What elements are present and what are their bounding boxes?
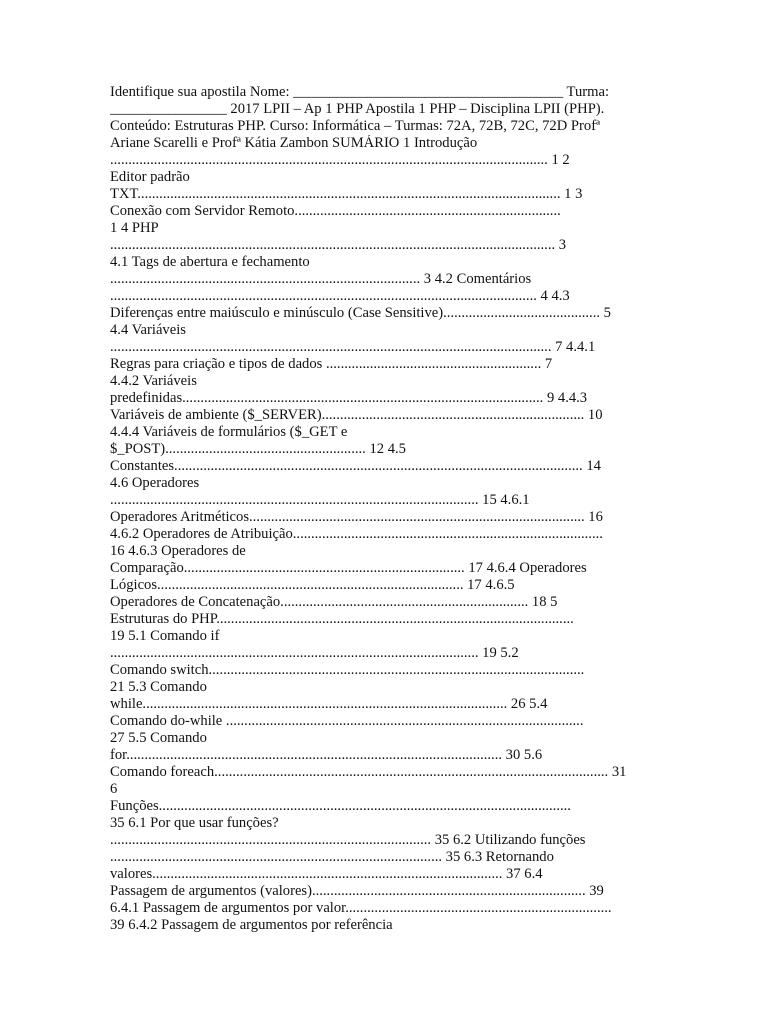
text-line: for....................................................................................................... 30 5.6 [110,747,543,763]
text-line: ........................................................................................... 35 6.3 Retornando [110,849,554,865]
text-line: 4.4 Variáveis [110,322,186,338]
text-line: Operadores Aritméticos............................................................................................ 16 [110,509,603,525]
text-line: Comando foreach............................................................................................................ 31 [110,764,627,780]
text-line: while.................................................................................................... 26 5.4 [110,696,548,712]
text-line: Regras para criação e tipos de dados ........................................................... 7 [110,356,553,372]
text-line: ......................................................................................................................... 7 4.4.1 [110,339,596,355]
text-line: $_POST)....................................................... 12 4.5 [110,441,406,457]
text-line: Estruturas do PHP.................................................................................................. [110,611,574,627]
text-line: predefinidas................................................................................................... 9 4.4.3 [110,390,588,406]
table-of-contents-text [110,84,670,934]
text-line: Comparação............................................................................. 17 4.6.4 Operadores [110,560,587,576]
text-line: 4.1 Tags de abertura e fechamento [110,254,310,270]
text-line: 6.4.1 Passagem de argumentos por valor......................................................................... [110,900,612,916]
text-line: Diferenças entre maiúsculo e minúsculo (Case Sensitive)........................................... 5 [110,305,611,321]
text-line: Constantes................................................................................................................ 14 [110,458,601,474]
text-line: 39 6.4.2 Passagem de argumentos por referência [110,917,393,933]
text-line: 4.4.4 Variáveis de formulários ($_GET e [110,424,348,440]
text-line: Identifique sua apostila Nome: _____________________________________ Turma: [110,84,609,100]
text-line: 19 5.1 Comando if [110,628,220,644]
text-line: ________________ 2017 LPII – Ap 1 PHP Apostila 1 PHP – Disciplina LPII (PHP). [110,101,605,117]
text-line: ..................................................................................................... 15 4.6.1 [110,492,530,508]
text-line: 4.6 Operadores [110,475,200,491]
text-line: Ariane Scarelli e Profª Kátia Zambon SUMÁRIO 1 Introdução [110,135,478,151]
text-line: 21 5.3 Comando [110,679,207,695]
text-line: .......................................................................................................................... 3 [110,237,567,253]
text-line: Editor padrão [110,169,190,185]
text-line: 4.4.2 Variáveis [110,373,197,389]
text-line: Comando switch....................................................................................................... [110,662,585,678]
text-line: 27 5.5 Comando [110,730,207,746]
text-line: 16 4.6.3 Operadores de [110,543,246,559]
text-line: TXT.................................................................................................................... 1 3 [110,186,583,202]
text-line: Conteúdo: Estruturas PHP. Curso: Informática – Turmas: 72A, 72B, 72C, 72D Profª [110,118,601,134]
text-line: ..................................................................................................... 19 5.2 [110,645,519,661]
text-line: ..................................................................................... 3 4.2 Comentários [110,271,532,287]
text-line: 6 [110,781,118,797]
text-line: ........................................................................................ 35 6.2 Utilizando funções [110,832,586,848]
text-line: Passagem de argumentos (valores)........................................................................... 39 [110,883,604,899]
text-line: Conexão com Servidor Remoto......................................................................... [110,203,561,219]
text-line: Lógicos.................................................................................... 17 4.6.5 [110,577,515,593]
text-line: 4.6.2 Operadores de Atribuição..................................................................................... [110,526,603,542]
text-line: Funções................................................................................................................. [110,798,571,814]
text-line: ........................................................................................................................ 1 2 [110,152,570,168]
text-line: 35 6.1 Por que usar funções? [110,815,279,831]
text-line: valores................................................................................................ 37 6.4 [110,866,543,882]
text-line: Operadores de Concatenação.................................................................... 18 5 [110,594,558,610]
text-line: ..................................................................................................................... 4 4.3 [110,288,570,304]
text-line: Variáveis de ambiente ($_SERVER)........................................................................ 10 [110,407,603,423]
text-line: 1 4 PHP [110,220,159,236]
text-line: Comando do-while .................................................................................................. [110,713,584,729]
